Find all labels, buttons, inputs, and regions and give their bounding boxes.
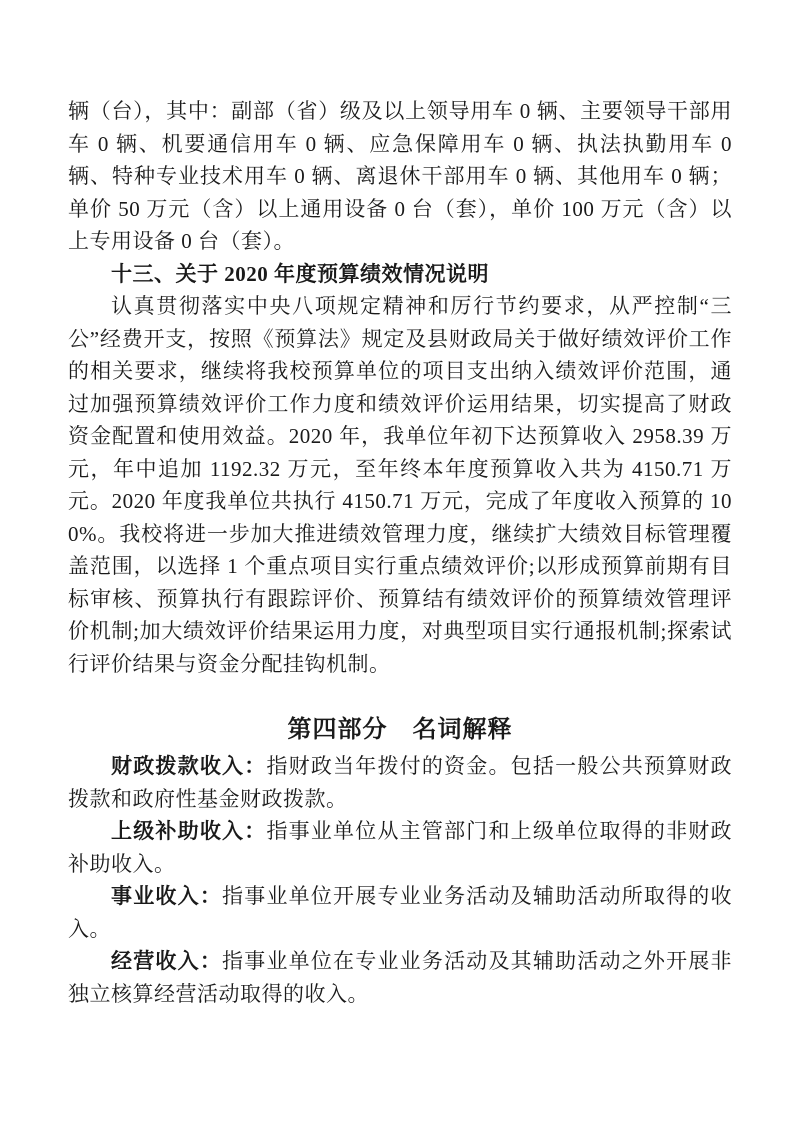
- definition-superior-subsidy-income-run-1: 指事业单位从主管部门和上级单位取得的非财政补助收入。: [68, 819, 733, 876]
- definition-operating-income-run-0: 经营收入：: [111, 949, 223, 973]
- definition-fiscal-appropriation-income-run-1: 指财政当年拨付的资金。包括一般公共预算财政拨款和政府性基金财政拨款。: [68, 754, 733, 811]
- definition-institutional-income-run-0: 事业收入：: [111, 884, 223, 908]
- definition-fiscal-appropriation-income: [68, 750, 732, 815]
- definition-operating-income-run-1: 指事业单位在专业业务活动及其辅助活动之外开展非独立核算经营活动取得的收入。: [68, 949, 733, 1006]
- continued-paragraph-vehicles-equipment: [68, 95, 732, 258]
- definition-superior-subsidy-income: [68, 815, 732, 880]
- part-4-title-run-0: 第四部分 名词解释: [287, 717, 513, 743]
- definition-fiscal-appropriation-income-run-0: 财政拨款收入：: [111, 754, 267, 778]
- document-content: [68, 95, 732, 1010]
- continued-paragraph-vehicles-equipment-run-0: 辆（台），其中：副部（省）级及以上领导用车 0 辆、主要领导干部用车 0 辆、机要通信用车 0 辆、应急保障用车 0 辆、执法执勤用车 0 辆、特种专业技术用车 0 辆、离退休干部用车 0 辆、其他用车 0 辆；单价 50 万元（含）以上通用设备 0 台（套），单价 100 万元（含）以上专用设备 0 台（套）。: [68, 99, 732, 253]
- definition-institutional-income: [68, 880, 732, 945]
- section-13-heading-run-0: 十三、关于 2020 年度预算绩效情况说明: [111, 261, 489, 286]
- section-13-paragraph: [68, 290, 732, 680]
- section-13-heading: [68, 258, 732, 291]
- definition-institutional-income-run-1: 指事业单位开展专业业务活动及辅助活动所取得的收入。: [68, 884, 733, 941]
- part-4-title: [68, 710, 732, 750]
- definition-superior-subsidy-income-run-0: 上级补助收入：: [111, 819, 267, 843]
- definition-operating-income: [68, 945, 732, 1010]
- section-13-paragraph-run-0: 认真贯彻落实中央八项规定精神和厉行节约要求，从严控制“三公”经费开支，按照《预算法》规定及县财政局关于做好绩效评价工作的相关要求，继续将我校预算单位的项目支出纳入绩效评价范围，通过加强预算绩效评价工作力度和绩效评价运用结果，切实提高了财政资金配置和使用效益。2020 年，我单位年初下达预算收入 2958.39 万元，年中追加 1192.32 万元，至年终本年度预算收入共为 4150.71 万元。2020 年度我单位共执行 4150.71 万元，完成了年度收入预算的 100%。我校将进一步加大推进绩效管理力度，继续扩大绩效目标管理覆盖范围，以选择 1 个重点项目实行重点绩效评价;以形成预算前期有目标审核、预算执行有跟踪评价、预算结有绩效评价的预算绩效管理评价机制;加大绩效评价结果运用力度，对典型项目实行通报机制;探索试行评价结果与资金分配挂钩机制。: [68, 294, 732, 676]
